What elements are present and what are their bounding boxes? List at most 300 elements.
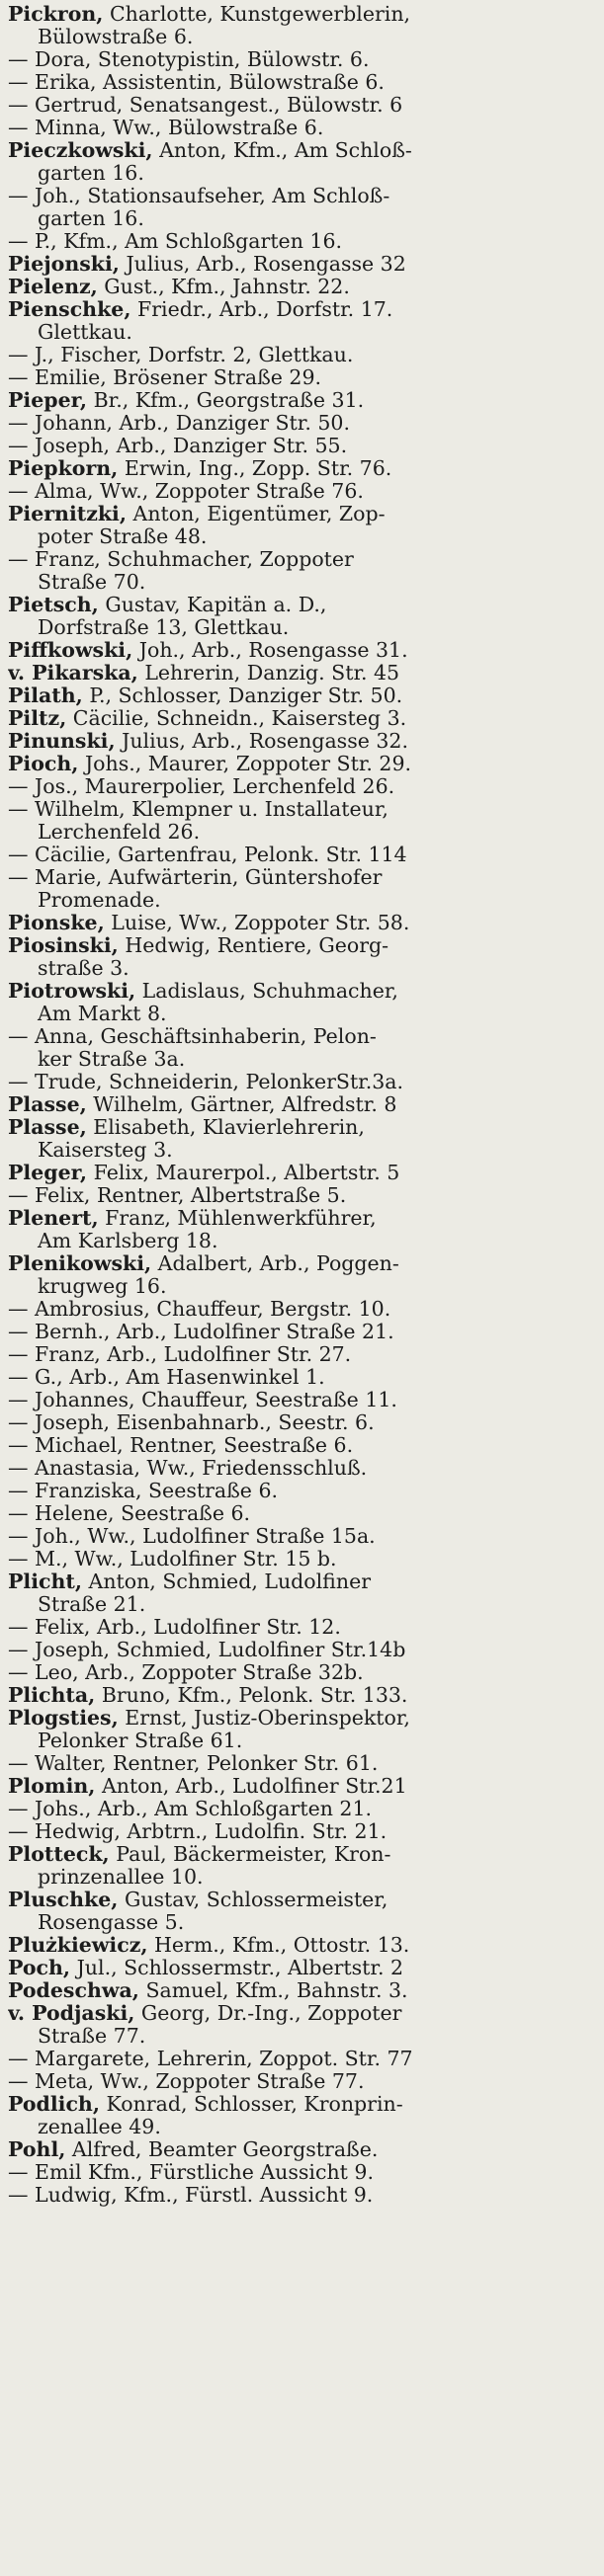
entry-first-line [8,1775,593,1798]
entry-text: — Hedwig, Arbtrn., Ludolfin. Str. 21. [8,1820,388,1843]
entry-text: — Erika, Assistentin, Bülowstraße 6. [8,71,385,94]
entry-first-line [8,1820,593,1843]
entry-surname: Plichta, [8,1684,96,1707]
directory-entry [8,1366,593,1389]
directory-entry [8,1548,593,1570]
entry-surname: Plużkiewicz, [8,1934,148,1957]
entry-text: Br., Kfm., Georgstraße 31. [93,389,365,412]
entry-text: — Alma, Ww., Zoppoter Straße 76. [8,480,364,503]
entry-surname: Pielenz, [8,276,98,298]
entry-text: — Felix, Rentner, Albertstraße 5. [8,1184,347,1207]
entry-first-line [8,1162,593,1184]
directory-entry [8,1343,593,1366]
entry-first-line [8,480,593,503]
entry-first-line [8,2070,593,2093]
entry-continuation-line [8,889,593,912]
directory-entry [8,1298,593,1321]
entry-text: Pelonker Straße 61. [38,1730,243,1752]
entry-text: — Franz, Schuhmacher, Zoppoter [8,548,354,571]
entry-first-line [8,1934,593,1957]
entry-surname: Pohl, [8,2138,66,2161]
directory-entry [8,1480,593,1502]
entry-first-line [8,1025,593,1048]
entry-text: Kaisersteg 3. [38,1139,173,1162]
entry-surname: Pieper, [8,389,88,412]
entry-text: — Ludwig, Kfm., Fürstl. Aussicht 9. [8,2184,374,2207]
entry-surname: Poch, [8,1957,71,1979]
entry-text: garten 16. [38,207,144,230]
entry-text: Herm., Kfm., Ottostr. 13. [154,1934,410,1957]
directory-entry [8,912,593,934]
entry-text: — Margarete, Lehrerin, Zoppot. Str. 77 [8,2048,413,2070]
entry-first-line [8,1843,593,1866]
entry-text: — M., Ww., Ludolfiner Str. 15 b. [8,1548,337,1570]
entry-text: Dorfstraße 13, Glettkau. [38,616,290,639]
entry-first-line [8,1889,593,1911]
entry-first-line [8,1480,593,1502]
entry-first-line [8,844,593,866]
entry-text: Bruno, Kfm., Pelonk. Str. 133. [101,1684,408,1707]
entry-first-line [8,798,593,821]
entry-surname: Piffkowski, [8,639,133,662]
entry-text: Jul., Schlossermstr., Albertstr. 2 [76,1957,404,1979]
directory-entry [8,980,593,1025]
entry-first-line [8,639,593,662]
entry-continuation-line [8,1730,593,1752]
directory-entry [8,253,593,276]
entry-first-line [8,866,593,889]
entry-first-line [8,1798,593,1820]
entry-text: — J., Fischer, Dorfstr. 2, Glettkau. [8,344,354,366]
entry-text: — Felix, Arb., Ludolfiner Str. 12. [8,1616,341,1639]
entry-text: — Bernh., Arb., Ludolfiner Straße 21. [8,1321,394,1343]
directory-entry [8,1798,593,1820]
entry-text: — Jos., Maurerpolier, Lerchenfeld 26. [8,775,395,798]
entry-surname: Pietsch, [8,594,99,616]
directory-entry [8,866,593,912]
entry-text: Felix, Maurerpol., Albertstr. 5 [93,1162,400,1184]
entry-text: Elisabeth, Klavierlehrerin, [93,1116,365,1139]
entry-first-line [8,980,593,1003]
entry-first-line [8,2048,593,2070]
entry-text: Friedr., Arb., Dorfstr. 17. [137,298,393,321]
directory-entry [8,1252,593,1298]
entry-first-line [8,3,593,26]
entry-continuation-line [8,321,593,344]
entry-first-line [8,2002,593,2025]
entry-text: Georg, Dr.-Ing., Zoppoter [140,2002,402,2025]
entry-surname: v. Pikarska, [8,662,138,684]
directory-entry [8,1820,593,1843]
entry-surname: Pieczkowski, [8,139,153,162]
directory-entry [8,934,593,980]
entry-first-line [8,1321,593,1343]
directory-entry [8,1661,593,1684]
entry-first-line [8,1389,593,1411]
directory-entry [8,412,593,435]
entry-text: Adalbert, Arb., Poggen- [157,1252,399,1275]
entry-first-line [8,1116,593,1139]
entry-first-line [8,185,593,207]
directory-entry [8,1752,593,1775]
entry-text: Paul, Bäckermeister, Kron- [116,1843,391,1866]
entry-text: Cäcilie, Schneidn., Kaisersteg 3. [72,707,407,730]
entry-text: — Gertrud, Senatsangest., Bülowstr. 6 [8,94,403,117]
entry-text: — Johannes, Chauffeur, Seestraße 11. [8,1389,397,1411]
directory-entry [8,1775,593,1798]
entry-surname: Pleger, [8,1162,88,1184]
directory-entry [8,1570,593,1616]
entry-surname: Plomin, [8,1775,96,1798]
entry-continuation-line [8,821,593,844]
entry-text: straße 3. [38,957,129,980]
entry-first-line [8,412,593,435]
entry-surname: Pinunski, [8,730,116,753]
directory-entry [8,1071,593,1093]
entry-text: Anton, Kfm., Am Schloß- [159,139,412,162]
entry-text: Promenade. [38,889,161,912]
entry-surname: Piosinski, [8,934,119,957]
entry-text: Ernst, Justiz-Oberinspektor, [125,1707,410,1730]
entry-surname: Pilath, [8,684,83,707]
directory-entry [8,1979,593,2002]
entry-text: Anton, Arb., Ludolfiner Str.21 [101,1775,407,1798]
entry-first-line [8,139,593,162]
entry-first-line [8,2093,593,2116]
entry-first-line [8,1661,593,1684]
entry-text: prinzenallee 10. [38,1866,204,1889]
entry-text: Glettkau. [38,321,132,344]
entry-text: poter Straße 48. [38,525,208,548]
directory-entry [8,1616,593,1639]
entry-first-line [8,662,593,684]
directory-entry [8,1934,593,1957]
directory-entry [8,1162,593,1184]
directory-entry [8,1502,593,1525]
entry-continuation-line [8,1911,593,1934]
entry-text: — P., Kfm., Am Schloßgarten 16. [8,230,343,253]
entry-text: — Emilie, Brösener Straße 29. [8,366,322,389]
entry-text: Alfred, Beamter Georgstraße. [71,2138,379,2161]
directory-entry [8,457,593,480]
entry-first-line [8,71,593,94]
directory-entry [8,2070,593,2093]
entry-text: — Johs., Arb., Am Schloßgarten 21. [8,1798,373,1820]
directory-entry [8,185,593,230]
directory-entry [8,1434,593,1457]
directory-entry [8,1411,593,1434]
directory-entry [8,730,593,753]
entry-surname: Pioch, [8,753,79,775]
entry-continuation-line [8,26,593,48]
directory-entry [8,480,593,503]
entry-text: — Leo, Arb., Zoppoter Straße 32b. [8,1661,364,1684]
entry-first-line [8,344,593,366]
entry-first-line [8,594,593,616]
directory-entry [8,639,593,662]
directory-entry [8,230,593,253]
entry-first-line [8,707,593,730]
entry-first-line [8,298,593,321]
directory-entry [8,3,593,48]
entry-surname: Plicht, [8,1570,82,1593]
directory-entry [8,94,593,117]
entry-text: Anton, Schmied, Ludolfiner [88,1570,371,1593]
entry-surname: Podlich, [8,2093,100,2116]
entry-continuation-line [8,1048,593,1071]
entry-text: — Helene, Seestraße 6. [8,1502,251,1525]
directory-entry [8,2093,593,2138]
entry-text: — Michael, Rentner, Seestraße 6. [8,1434,354,1457]
entry-text: Gust., Kfm., Jahnstr. 22. [104,276,350,298]
entry-text: ker Straße 3a. [38,1048,186,1071]
entry-text: — Wilhelm, Klempner u. Installateur, [8,798,388,821]
entry-first-line [8,1071,593,1093]
entry-first-line [8,1184,593,1207]
entry-continuation-line [8,525,593,548]
entry-first-line [8,548,593,571]
entry-text: Straße 21. [38,1593,146,1616]
directory-entry [8,139,593,185]
entry-text: — Joseph, Eisenbahnarb., Seestr. 6. [8,1411,375,1434]
directory-entry [8,2048,593,2070]
entry-first-line [8,1207,593,1230]
entry-text: Gustav, Schlossermeister, [124,1889,388,1911]
entry-continuation-line [8,616,593,639]
entry-text: Bülowstraße 6. [38,26,194,48]
entry-text: Luise, Ww., Zoppoter Str. 58. [111,912,410,934]
entry-surname: Podeschwa, [8,1979,139,2002]
entry-text: Franz, Mühlenwerkführer, [105,1207,377,1230]
entry-continuation-line [8,162,593,185]
entry-text: Hedwig, Rentiere, Georg- [125,934,389,957]
entry-text: — Franz, Arb., Ludolfiner Str. 27. [8,1343,352,1366]
entry-text: — Franziska, Seestraße 6. [8,1480,279,1502]
entry-first-line [8,435,593,457]
entry-text: — Joh., Stationsaufseher, Am Schloß- [8,185,390,207]
directory-entry [8,48,593,71]
entry-surname: Plenert, [8,1207,99,1230]
entry-text: P., Schlosser, Danziger Str. 50. [89,684,403,707]
entry-text: krugweg 16. [38,1275,167,1298]
directory-entry [8,2161,593,2184]
entry-text: — G., Arb., Am Hasenwinkel 1. [8,1366,325,1389]
entry-surname: Piltz, [8,707,67,730]
directory-entry [8,117,593,139]
entry-first-line [8,230,593,253]
entry-first-line [8,1343,593,1366]
directory-entry [8,775,593,798]
entry-text: Julius, Arb., Rosengasse 32. [122,730,408,753]
entry-first-line [8,1457,593,1480]
entry-first-line [8,1979,593,2002]
entry-continuation-line [8,571,593,594]
entry-text: Anton, Eigentümer, Zop- [132,503,386,525]
entry-text: Charlotte, Kunstgewerblerin, [109,3,411,26]
directory-entry [8,1843,593,1889]
entry-first-line [8,1252,593,1275]
entry-surname: Plogsties, [8,1707,119,1730]
entry-first-line [8,2184,593,2207]
entry-continuation-line [8,1003,593,1025]
entry-first-line [8,912,593,934]
entry-first-line [8,1366,593,1389]
entry-text: Am Karlsberg 18. [38,1230,218,1252]
entry-first-line [8,934,593,957]
entry-text: Joh., Arb., Rosengasse 31. [138,639,408,662]
entry-first-line [8,1411,593,1434]
directory-entry [8,1707,593,1752]
directory-entry [8,344,593,366]
entry-text: — Marie, Aufwärterin, Güntershofer [8,866,383,889]
directory-entry [8,844,593,866]
entry-text: Samuel, Kfm., Bahnstr. 3. [145,1979,408,2002]
entry-surname: Piotrowski, [8,980,136,1003]
entry-continuation-line [8,207,593,230]
entry-first-line [8,684,593,707]
directory-entry [8,1525,593,1548]
entry-continuation-line [8,1866,593,1889]
entry-first-line [8,1570,593,1593]
entry-text: Ladislaus, Schuhmacher, [141,980,398,1003]
entry-surname: Piepkorn, [8,457,119,480]
directory-entry [8,1321,593,1343]
entry-text: Straße 70. [38,571,146,594]
directory-entry [8,753,593,775]
directory-entry [8,1207,593,1252]
entry-text: garten 16. [38,162,144,185]
entry-text: Johs., Maurer, Zoppoter Str. 29. [84,753,412,775]
directory-entry [8,435,593,457]
entry-continuation-line [8,1275,593,1298]
entry-first-line [8,253,593,276]
entry-first-line [8,1093,593,1116]
directory-entry [8,1457,593,1480]
entry-text: — Joseph, Schmied, Ludolfiner Str.14b [8,1639,406,1661]
entry-text: Am Markt 8. [38,1003,167,1025]
entry-first-line [8,117,593,139]
entry-first-line [8,730,593,753]
entry-first-line [8,2161,593,2184]
entry-first-line [8,1957,593,1979]
entry-continuation-line [8,957,593,980]
entry-first-line [8,1639,593,1661]
entry-first-line [8,48,593,71]
entry-continuation-line [8,1593,593,1616]
directory-entry [8,276,593,298]
directory-entry [8,389,593,412]
directory-entry [8,2138,593,2161]
directory-entry [8,684,593,707]
entry-first-line [8,2138,593,2161]
entry-first-line [8,1298,593,1321]
entry-text: Erwin, Ing., Zopp. Str. 76. [124,457,392,480]
entry-first-line [8,1616,593,1639]
entry-text: — Johann, Arb., Danziger Str. 50. [8,412,350,435]
entry-text: — Cäcilie, Gartenfrau, Pelonk. Str. 114 [8,844,407,866]
directory-entry [8,366,593,389]
entry-first-line [8,1752,593,1775]
entry-first-line [8,775,593,798]
entry-text: zenallee 49. [38,2116,161,2138]
directory-entry [8,1889,593,1934]
entry-surname: Plenikowski, [8,1252,152,1275]
directory-entry [8,707,593,730]
entry-first-line [8,389,593,412]
entry-surname: v. Podjaski, [8,2002,135,2025]
entry-first-line [8,1707,593,1730]
entry-text: Rosengasse 5. [38,1911,185,1934]
entry-first-line [8,1548,593,1570]
entry-surname: Pionske, [8,912,105,934]
entry-text: — Anastasia, Ww., Friedensschluß. [8,1457,368,1480]
entry-text: — Joseph, Arb., Danziger Str. 55. [8,435,348,457]
entry-text: Lerchenfeld 26. [38,821,201,844]
entry-text: — Emil Kfm., Fürstliche Aussicht 9. [8,2161,374,2184]
entry-text: — Trude, Schneiderin, PelonkerStr.3a. [8,1071,404,1093]
entry-text: — Meta, Ww., Zoppoter Straße 77. [8,2070,365,2093]
entry-surname: Pluschke, [8,1889,119,1911]
directory-entry [8,798,593,844]
directory-entry [8,594,593,639]
entry-first-line [8,1434,593,1457]
directory-entry [8,1957,593,1979]
entry-continuation-line [8,2116,593,2138]
entry-surname: Piernitzki, [8,503,127,525]
entry-text: Straße 77. [38,2025,146,2048]
entry-first-line [8,1684,593,1707]
entry-first-line [8,94,593,117]
entry-text: — Joh., Ww., Ludolfiner Straße 15a. [8,1525,376,1548]
entry-first-line [8,1525,593,1548]
entry-surname: Piejonski, [8,253,120,276]
entry-surname: Pienschke, [8,298,131,321]
entry-text: — Dora, Stenotypistin, Bülowstr. 6. [8,48,370,71]
directory-entry [8,503,593,548]
directory-entry [8,2002,593,2048]
directory-entry [8,662,593,684]
entry-text: Wilhelm, Gärtner, Alfredstr. 8 [93,1093,397,1116]
entry-text: — Minna, Ww., Bülowstraße 6. [8,117,324,139]
entry-continuation-line [8,2025,593,2048]
directory-entry [8,298,593,344]
entry-first-line [8,753,593,775]
entry-first-line [8,276,593,298]
directory-entry [8,1639,593,1661]
entry-continuation-line [8,1230,593,1252]
entry-first-line [8,503,593,525]
directory-entry [8,1025,593,1071]
directory-entry [8,1684,593,1707]
directory-entry [8,2184,593,2207]
entry-surname: Plasse, [8,1116,87,1139]
entry-text: Lehrerin, Danzig. Str. 45 [144,662,400,684]
directory-entry [8,1184,593,1207]
entry-first-line [8,457,593,480]
entry-text: — Walter, Rentner, Pelonker Str. 61. [8,1752,379,1775]
directory-entry [8,71,593,94]
entry-text: Julius, Arb., Rosengasse 32 [126,253,406,276]
entry-surname: Plasse, [8,1093,87,1116]
entry-continuation-line [8,1139,593,1162]
directory-entry [8,1116,593,1162]
entry-text: — Anna, Geschäftsinhaberin, Pelon- [8,1025,377,1048]
entry-text: Konrad, Schlosser, Kronprin- [106,2093,403,2116]
entry-surname: Pickron, [8,3,104,26]
directory-entry [8,1093,593,1116]
entry-first-line [8,1502,593,1525]
entry-text: — Ambrosius, Chauffeur, Bergstr. 10. [8,1298,391,1321]
